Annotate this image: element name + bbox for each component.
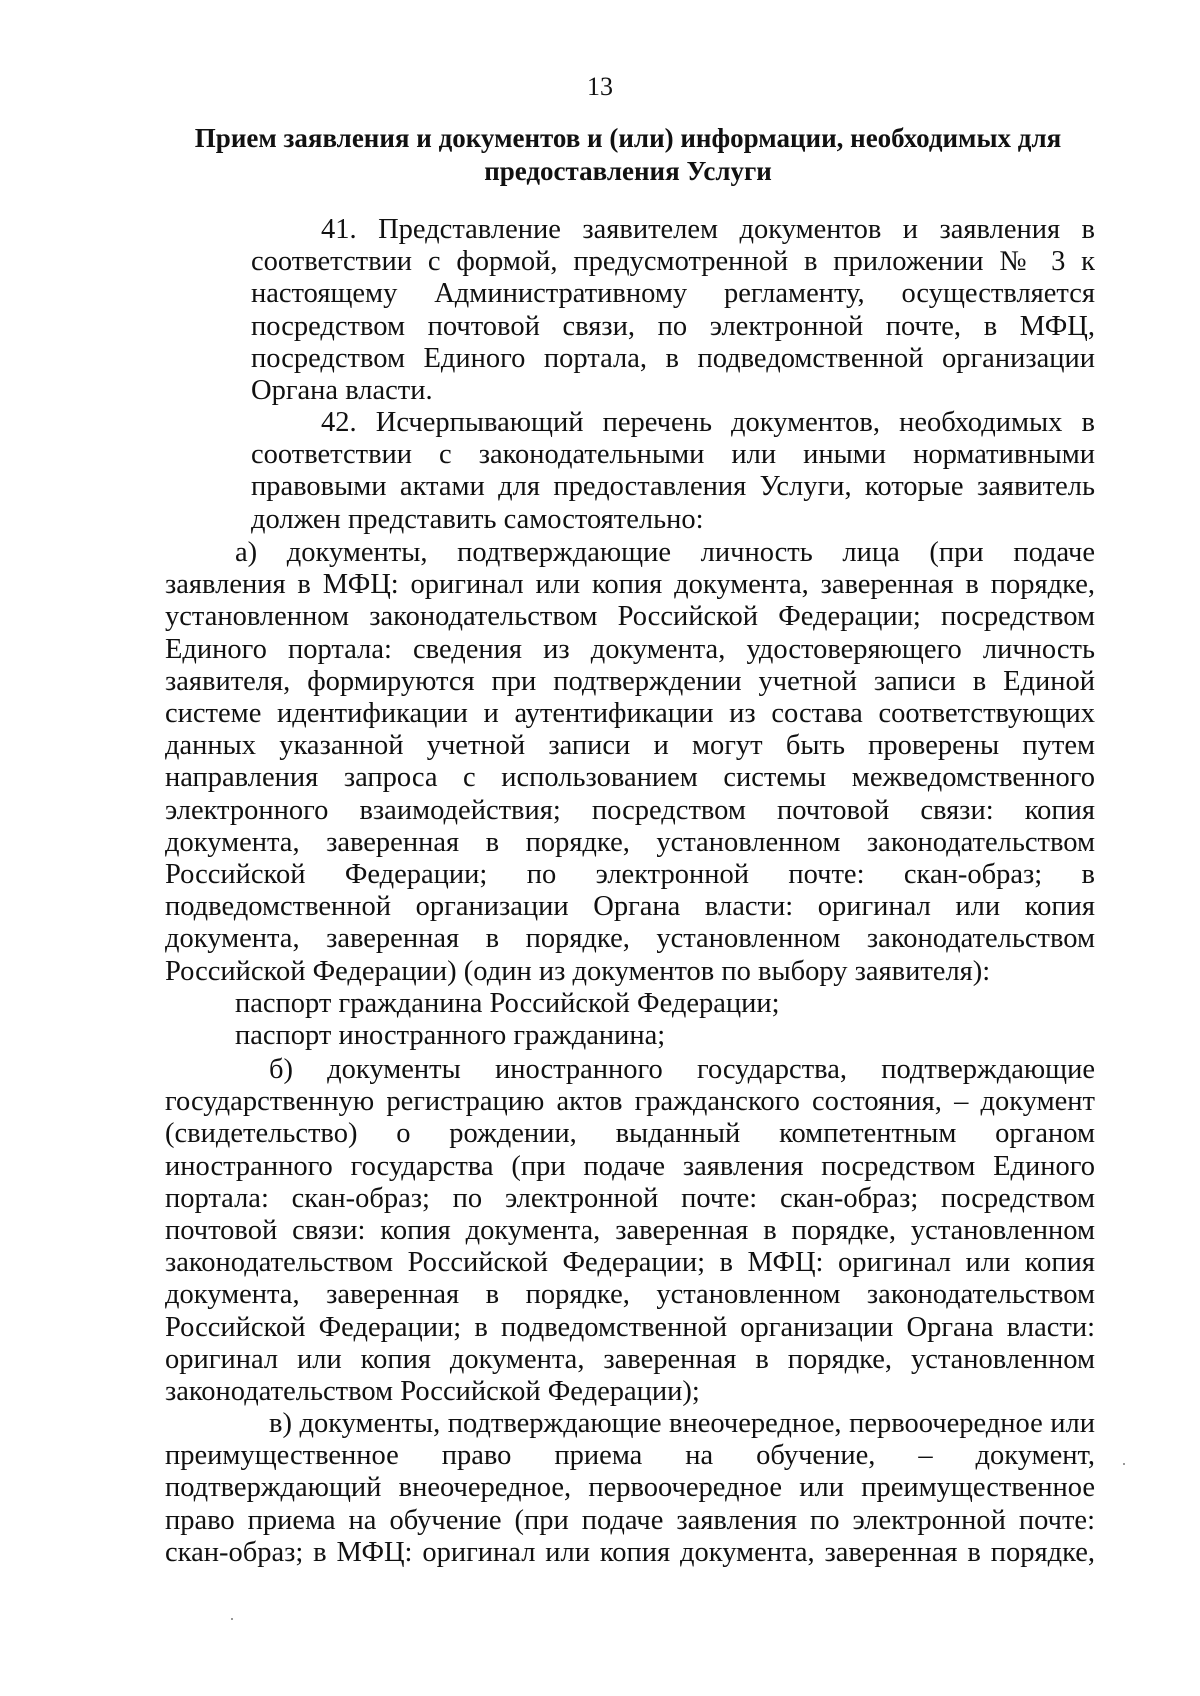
text-line: документа, заверенная в порядке, установленном законодательством — [165, 826, 1095, 858]
text-line: портала: скан-образ; по электронной почте: скан-образ; посредством — [165, 1182, 1095, 1214]
section-heading — [160, 122, 1096, 188]
text-line: право приема на обучение (при подаче заявления по электронной почте: — [165, 1504, 1095, 1536]
paragraph-42 — [251, 407, 1095, 536]
text-line: посредством Единого портала, в подведомственной организации — [251, 342, 1095, 374]
text-line: государственную регистрацию актов гражданского состояния, – документ — [165, 1086, 1095, 1118]
text-line: системе идентификации и аутентификации из состава соответствующих — [165, 698, 1095, 730]
text-line: 41. Представление заявителем документов и заявления в — [321, 214, 1095, 245]
scan-artifact — [1123, 1463, 1125, 1465]
text-line: (свидетельство) о рождении, выданный компетентным органом — [165, 1118, 1095, 1150]
text-line: иностранного государства (при подаче заявления посредством Единого — [165, 1150, 1095, 1182]
text-line: скан-образ; в МФЦ: оригинал или копия документа, заверенная в порядке, — [165, 1536, 1095, 1568]
page-number: 13 — [587, 72, 613, 101]
text-line: почтовой связи: копия документа, заверенная в порядке, установленном — [165, 1215, 1095, 1247]
text-line: заявления в МФЦ: оригинал или копия документа, заверенная в порядке, — [165, 569, 1095, 601]
text-line: Органа власти. — [251, 375, 433, 407]
text-line: соответствии с формой, предусмотренной в приложении № 3 к — [251, 246, 1095, 278]
text-line: должен представить самостоятельно: — [251, 503, 704, 535]
text-line: законодательством Российской Федерации); — [165, 1376, 700, 1408]
heading-line-2: предоставления Услуги — [484, 156, 772, 186]
text-line: Единого портала: сведения из документа, удостоверяющего личность — [165, 633, 1095, 665]
text-line: электронного взаимодействия; посредством почтовой связи: копия — [165, 794, 1095, 826]
text-line: соответствии с законодательными или иными нормативными — [251, 439, 1095, 471]
text-line: документа, заверенная в порядке, установленном законодательством — [165, 1279, 1095, 1311]
scan-artifact — [231, 1618, 233, 1620]
text-line: подтверждающий внеочередное, первоочередное или преимущественное — [165, 1472, 1095, 1504]
text-line: установленном законодательством Российской Федерации; посредством — [165, 601, 1095, 633]
text-line: законодательством Российской Федерации; в МФЦ: оригинал или копия — [165, 1247, 1095, 1279]
text-line: а) документы, подтверждающие личность лица (при подаче — [235, 537, 1095, 568]
text-line: Российской Федерации; в подведомственной организации Органа власти: — [165, 1311, 1095, 1343]
subitem-a — [165, 537, 1095, 1052]
subitem-b — [165, 1054, 1095, 1408]
subitem-v — [165, 1408, 1095, 1569]
text-line: Российской Федерации) (один из документов по выбору заявителя): — [165, 955, 991, 987]
text-line: заявителя, формируются при подтверждении учетной записи в Единой — [165, 665, 1095, 697]
list-item: паспорт иностранного гражданина; — [235, 1020, 666, 1052]
text-line: Российской Федерации; по электронной почте: скан-образ; в — [165, 859, 1095, 891]
text-line: документа, заверенная в порядке, установленном законодательством — [165, 923, 1095, 955]
text-line: правовыми актами для предоставления Услуги, которые заявитель — [251, 471, 1095, 503]
text-line: 42. Исчерпывающий перечень документов, необходимых в — [321, 407, 1095, 438]
text-line: подведомственной организации Органа власти: оригинал или копия — [165, 891, 1095, 923]
text-line: настоящему Административному регламенту, осуществляется — [251, 278, 1095, 310]
list-item: паспорт гражданина Российской Федерации; — [235, 987, 780, 1019]
heading-line-1: Прием заявления и документов и (или) информации, необходимых для — [194, 123, 1062, 153]
text-line: направления запроса с использованием системы межведомственного — [165, 762, 1095, 794]
paragraph-41 — [251, 214, 1095, 407]
text-line: оригинал или копия документа, заверенная в порядке, установленном — [165, 1343, 1095, 1375]
text-line: б) документы иностранного государства, подтверждающие — [269, 1054, 1095, 1085]
text-line: посредством почтовой связи, по электронной почте, в МФЦ, — [251, 310, 1095, 342]
text-line: в) документы, подтверждающие внеочередное, первоочередное или — [269, 1408, 1095, 1439]
text-line: преимущественное право приема на обучение, – документ, — [165, 1440, 1095, 1472]
text-line: данных указанной учетной записи и могут быть проверены путем — [165, 730, 1095, 762]
